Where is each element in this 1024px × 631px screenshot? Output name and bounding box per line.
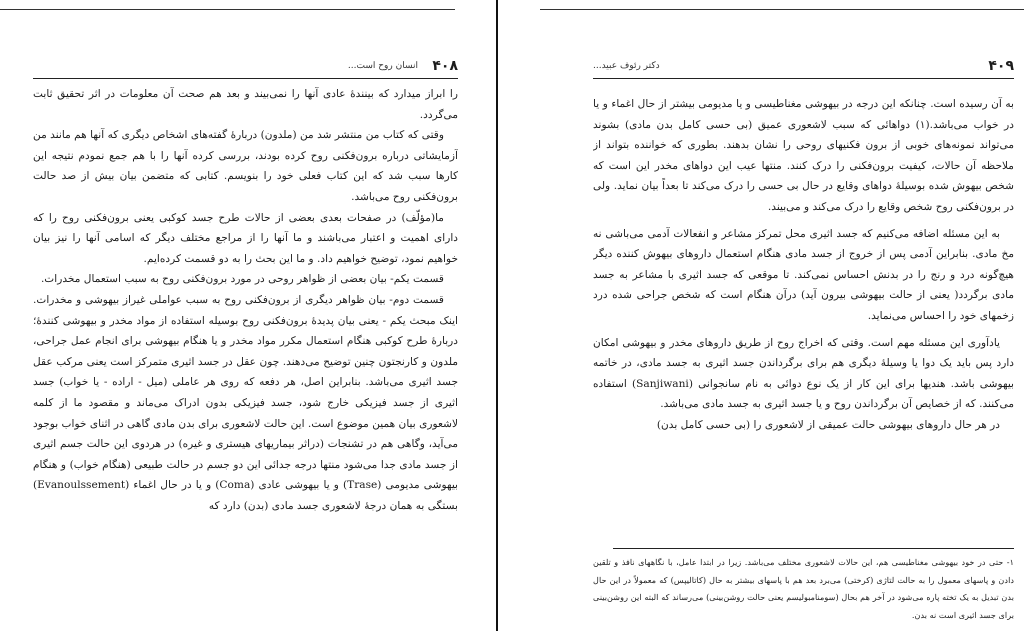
right-running-head [593, 56, 1014, 79]
left-page-number: ۴۰۸ [432, 58, 458, 74]
gutter-line [496, 0, 498, 631]
paragraph: ما(مؤلّف) در صفحات بعدی بعضی از حالات طرح جسد کوکبی یعنی برون‌فکنی روح را که دارای اهمیت و اعتبار می‌باشند و ما آنها را از مراجع مختلف دیگر که اسامی آنها را نیز بیان خواهیم نمود، توضیح خواهیم داد. و ما این بحث را به دو قسمت کرده‌ایم. [33, 211, 458, 265]
paragraph: یادآوری این مسئله مهم است. وقتی که اخراج روح از طریق داروهای مخدر و بیهوشی امکان دارد پس باید یک دوا یا وسیلهٔ دیگری هم برای برگرداندن جسد اثیری به جسد مادی، در خاتمه بیهوشی باشد. هندیها برای این کار از یک نوع دوائی به نام سانجوانی (Sanjiwani) استفاده می‌کنند. که از خصایص آن برگرداندن روح و یا جسد اثیری به جسد مادی می‌باشد. [593, 336, 1014, 411]
right-running-head-text: دکتر رئوف عبید... [593, 61, 660, 71]
left-body-text [33, 84, 458, 516]
paragraph: قسمت دوم- بیان ظواهر دیگری از برون‌فکنی روح به سبب عواملی غیراز بیهوشی و مخدرات. اینک مبحث یکم - یعنی بیان پدیدهٔ برون‌فکنی روح بوسیله استفاده از مواد مخدر و بیهوشی کنندهٔ؛ دربارهٔ طرح کوکبی هنگام استعمال مکرر مواد مخدر و یا هنگام بیهوشی برای انجام عمل جراحی، ملدون و کارنجتون چنین توضیح می‌دهند. چون عقل در جسد اثیری متمرکز است یعنی مرکب عقل جسد اثیری می‌باشد. بنابراین اصل، هر دفعه که روی هر عاملی (میل - اراده - یا خواب) جسد اثیری از جسد فیزیکی خارج شود، جسد فیزیکی بدون ادراک می‌ماند و مقصود ما از کلمه لاشعوری بیان همین موضوع است. این حالت لاشعوری برای بدن مادی گاهی در اثنای خواب بوجود می‌آید، وگاهی هم در تشنجات (دراثر بیماریهای هیستری و غیره) در هردوی این حالت جسم اثیری از جسد مادی جدا می‌شود منتها درجه جدائی این دو جسم در حالت طبیعی (هنگام خواب) و هنگام بیهوشی مدیومی (Trase) و یا بیهوشی عادی (Coma) و یا در حال اغماء (Evanoulssement) بستگی به همان درجهٔ لاشعوری جسد مادی (بدن) دارد که [33, 293, 458, 512]
right-body-text [593, 94, 1014, 436]
paragraph: به آن رسیده است. چنانکه این درجه در بیهوشی مغناطیسی و یا مدیومی بیشتر از حال اغماء و یا در خواب می‌باشد.(۱) دواهائی که سبب لاشعوری عمیق (بی حسی کامل بدن مادی) بشوند می‌تواند نمونه‌های خوبی از برون فکنیهای روحی را نشان بدهند. بطوری که خواننده بتواند از ملاحظه آن حالات، کیفیت برون‌فکنی را درک کنند. منتها عیب این دواهای مخدر این است که شخص بیهوش شده بوسیلهٔ دواهای وقایع در حال بی حسی را درک می‌کند تا بعداً بیان نماید. ولی در برون‌فکنی روح شخص وقایع را درک می‌کند و می‌بیند. [593, 98, 1014, 213]
footnote [593, 554, 1014, 624]
paragraph: را ابراز میدارد که بینندهٔ عادی آنها را نمی‌بیند و بعد هم صحت آن معلومات در اثر تحقیق ثابت می‌گردد. [33, 88, 458, 121]
footnote-text: ۱- حتی در خود بیهوشی مغناطیسی هم، این حالات لاشعوری مختلف می‌باشد. زیرا در ابتدا عامل، با نگاههای نافذ و تلقین دادن و پاسهای معمول را به حالت لتاژی (کرختی) می‌برد بعد هم با پاسهای بیشتر به حال (کاتالیپس) که معمولاً در این حال بدن تبدیل به یک تخته پاره می‌شود در آخر هم بحال (سومنامبولیسم یعنی حالت روشن‌بینی) می‌رساند که البته این روشن‌بینی برای جسد اثیری است نه بدن. [593, 557, 1014, 620]
left-running-head [33, 56, 458, 79]
paragraph: وقتی که کتاب من منتشر شد من (ملدون) دربارهٔ گفته‌های اشخاص دیگری که آنها هم مانند من آزمایشاتی درباره برون‌فکنی روح کرده بودند، بررسی کرده آنها را با هم جمع نمودم نتیجه این کارها سبب شد که این کتاب فعلی خود را بنویسم. کتابی که متضمن بیان بیش از صد حالت برون‌فکنی روح می‌باشد. [33, 129, 458, 203]
footnote-rule [613, 548, 1014, 549]
paragraph: قسمت یکم- بیان بعضی از ظواهر روحی در مورد برون‌فکنی روح به سبب استعمال مخدرات. [40, 273, 444, 286]
right-page [593, 0, 1014, 631]
left-page [33, 0, 458, 631]
right-page-number: ۴۰۹ [988, 58, 1014, 74]
left-running-head-text: انسان روح است... [347, 61, 418, 71]
paragraph: به این مسئله اضافه می‌کنیم که جسد اثیری محل تمرکز مشاعر و انفعالات آدمی می‌باشی نه مخ مادی. بنابراین آدمی پس از خروج از جسد مادی هنگام استعمال داروهای بیهوش کننده دیگر هیچ‌گونه درد و رنج را در بدنش احساس نمی‌کند. تا موقعی که جسد اثیری با مشاعر به جسد مادی برگردد( یعنی از حالت بیهوشی بیرون آید) درآن هنگام است که شخص جراحی شده درد زخمهای خود را احساس می‌نماید. [593, 227, 1014, 322]
paragraph: در هر حال داروهای بیهوشی حالت عمیقی از لاشعوری را (بی حسی کامل بدن) [656, 418, 1000, 431]
